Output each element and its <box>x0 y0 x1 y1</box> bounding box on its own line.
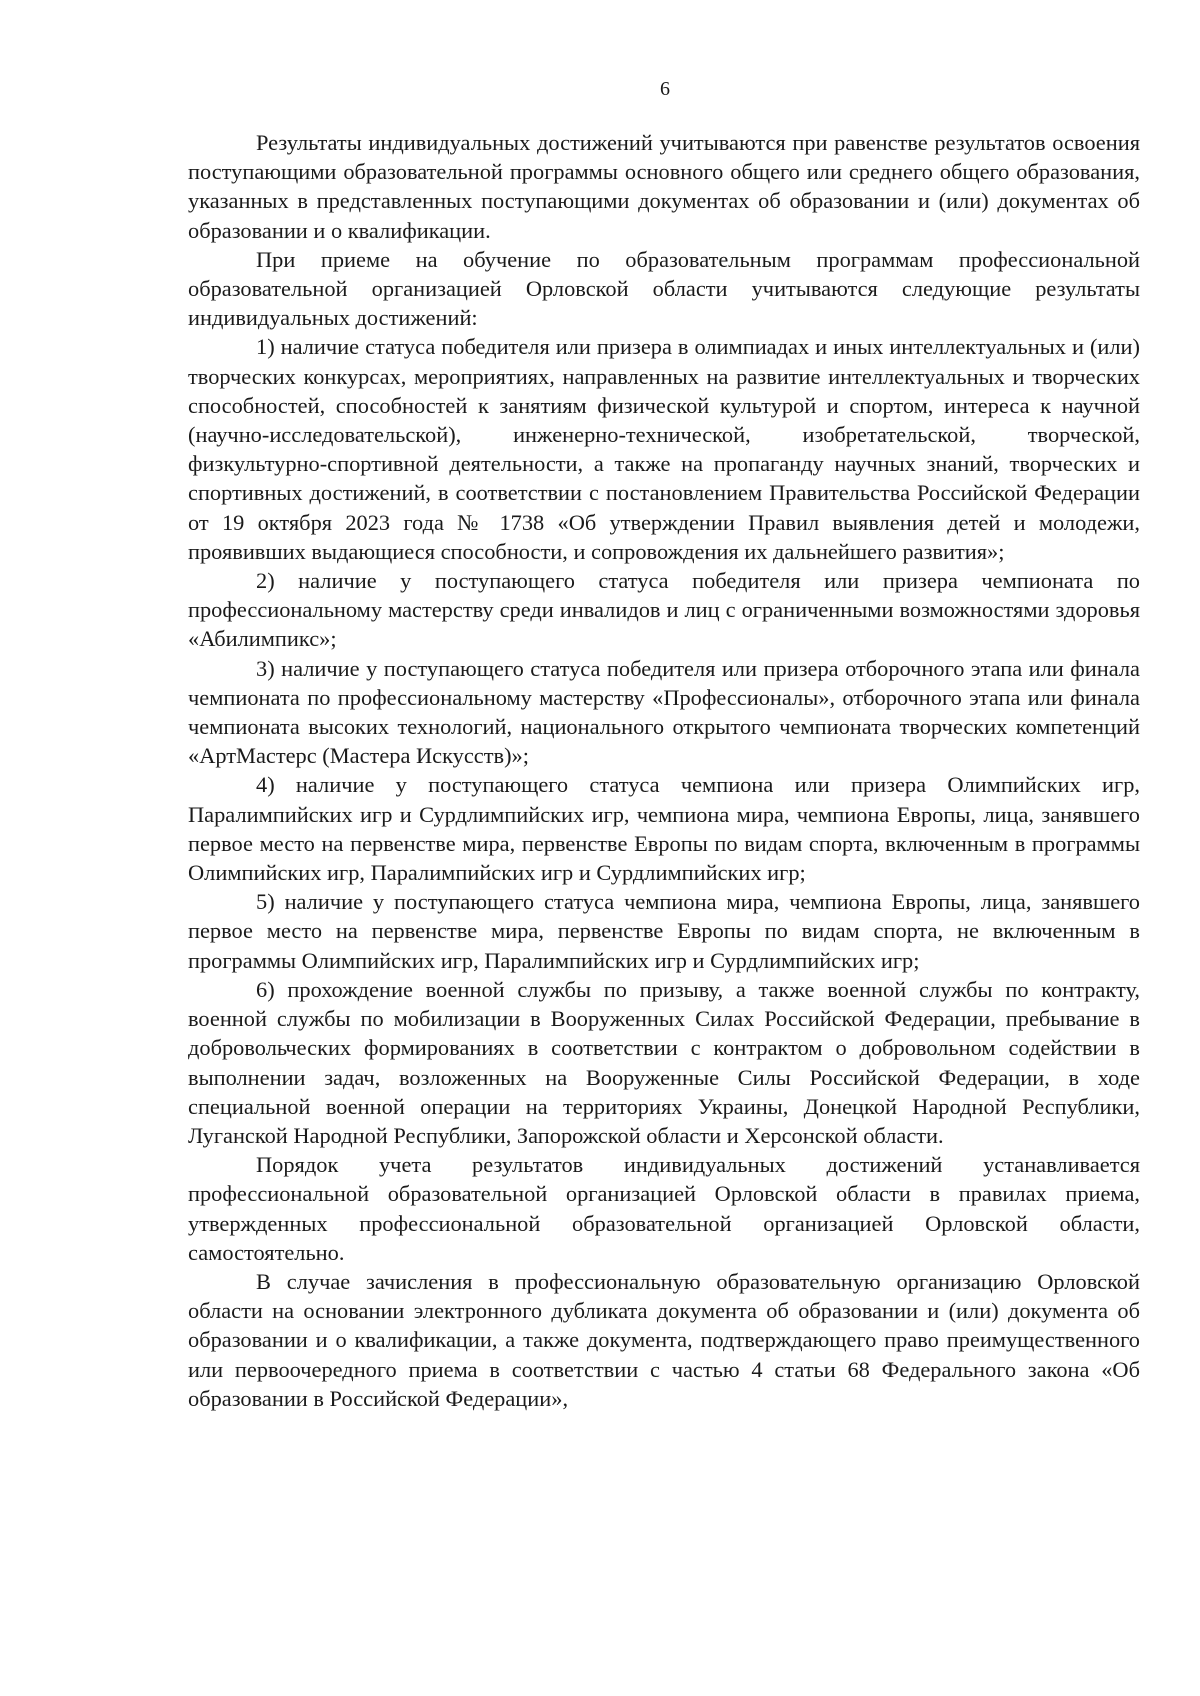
document-body <box>188 128 1140 1413</box>
list-item-6-military-service: 6) прохождение военной службы по призыву, а также военной службы по контракту, военной службы по мобилизации в Вооруженных Силах Российской Федерации, пребывание в добровольческих формированиях в соответствии с контрактом о добровольном содействии в выполнении задач, возложенных на Вооруженные Силы Российской Федерации, в ходе специальной военной операции на территориях Украины, Донецкой Народной Республики, Луганской Народной Республики, Запорожской области и Херсонской области. <box>188 976 1140 1148</box>
list-item-3-professionals: 3) наличие у поступающего статуса победителя или призера отборочного этапа или финала чемпионата по профессиональному мастерству «Профессионалы», отборочного этапа или финала чемпионата высоких технологий, национального открытого чемпионата творческих компетенций «АртМастерс (Мастера Искусств)»; <box>188 655 1140 769</box>
paragraph-achievements-tiebreak: Результаты индивидуальных достижений учитываются при равенстве результатов освоения поступающими образовательной программы основного общего или среднего общего образования, указанных в представленных поступающими документах об образовании и (или) документах об образовании и о квалификации. <box>188 130 1140 243</box>
page-number: 6 <box>660 78 670 100</box>
list-item-2-abilympics: 2) наличие у поступающего статуса победителя или призера чемпионата по профессиональному мастерству среди инвалидов и лиц с ограниченными возможностями здоровья «Абилимпикс»; <box>188 568 1140 652</box>
list-item-4-olympic-champion: 4) наличие у поступающего статуса чемпиона или призера Олимпийских игр, Паралимпийских игр и Сурдлимпийских игр, чемпиона мира, чемпиона Европы, лица, занявшего первое место на первенстве мира, первенстве Европы по видам спорта, включенным в программы Олимпийских игр, Паралимпийских игр и Сурдлимпийских игр; <box>188 772 1140 886</box>
paragraph-achievements-intro: При приеме на обучение по образовательным программам профессиональной образовательной организацией Орловской области учитываются следующие результаты индивидуальных достижений: <box>188 246 1140 331</box>
list-item-1-olympiads: 1) наличие статуса победителя или призера в олимпиадах и иных интеллектуальных и (или) творческих конкурсах, мероприятиях, направленных на развитие интеллектуальных и творческих способностей, способностей к занятиям физической культурой и спортом, интереса к научной (научно-исследовательской), инженерно-технической, изобретательской, творческой, физкультурно-спортивной деятельности, а также на пропаганду научных знаний, творческих и спортивных достижений, в соответствии с постановлением Правительства Российской Федерации от 19 октября 2023 года № 1738 «Об утверждении Правил выявления детей и молодежи, проявивших выдающиеся способности, и сопровождения их дальнейшего развития»; <box>188 334 1140 564</box>
paragraph-procedure: Порядок учета результатов индивидуальных достижений устанавливается профессиональной образовательной организацией Орловской области в правилах приема, утвержденных профессиональной образовательной организацией Орловской области, самостоятельно. <box>188 1152 1140 1265</box>
paragraph-enrollment-case: В случае зачисления в профессиональную образовательную организацию Орловской области на основании электронного дубликата документа об образовании и (или) документа об образовании и о квалификации, а также документа, подтверждающего право преимущественного или первоочередного приема в соответствии с частью 4 статьи 68 Федерального закона «Об образовании в Российской Федерации», <box>188 1268 1140 1411</box>
list-item-5-world-champion: 5) наличие у поступающего статуса чемпиона мира, чемпиона Европы, лица, занявшего первое место на первенстве мира, первенстве Европы по видам спорта, не включенным в программы Олимпийских игр, Паралимпийских игр и Сурдлимпийских игр; <box>188 889 1140 973</box>
